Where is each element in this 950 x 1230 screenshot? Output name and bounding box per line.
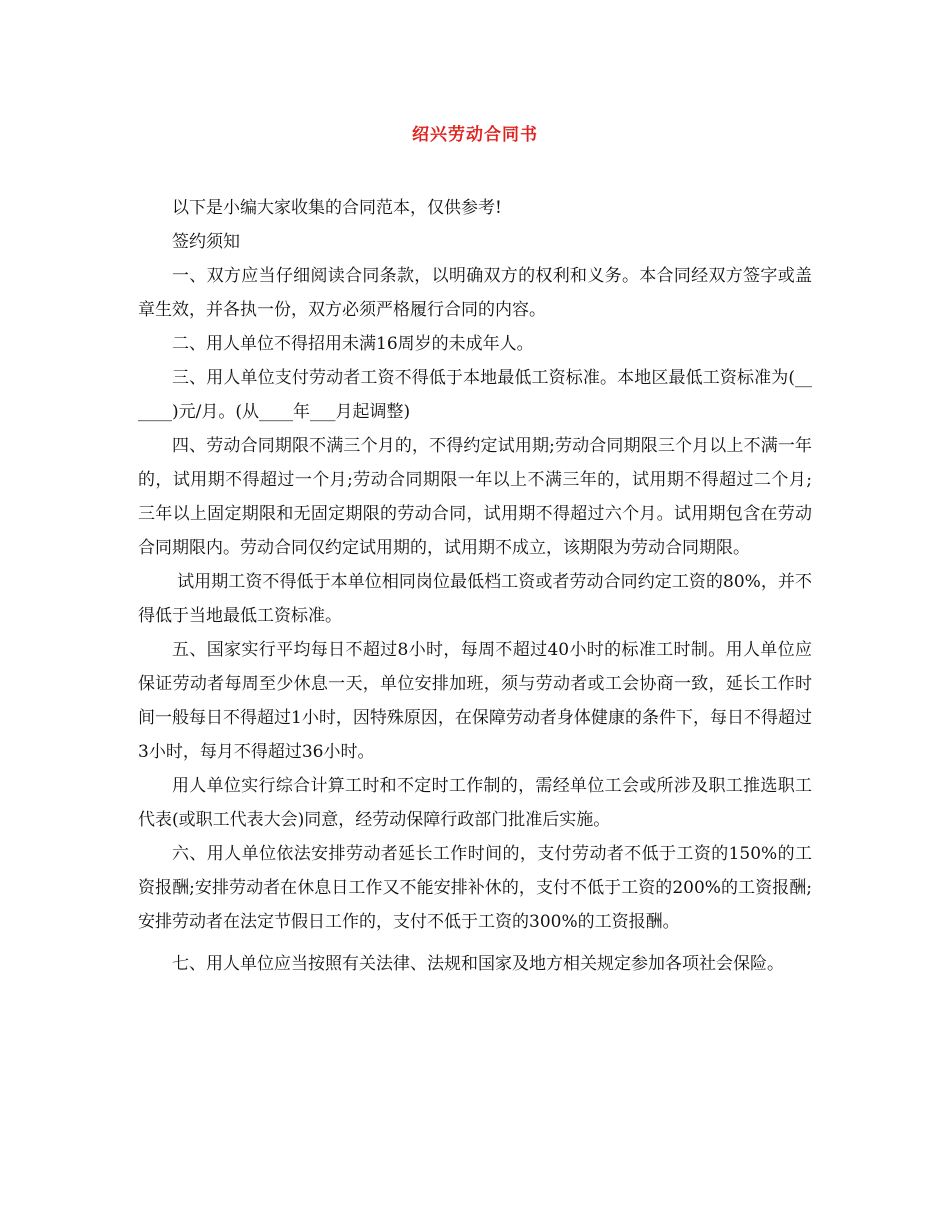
clause-4-probation-wage: 试用期工资不得低于本单位相同岗位最低档工资或者劳动合同约定工资的80%，并不得低于当地最低工资标准。 [138, 572, 812, 626]
clause-5: 五、国家实行平均每日不超过8小时，每周不超过40小时的标准工时制。用人单位应保证劳动者每周至少休息一天，单位安排加班，须与劳动者或工会协商一致，延长工作时间一般每日不得超过1小时，因特殊原因，在保障劳动者身体健康的条件下，每日不得超过3小时，每月不得超过36小时。 [138, 640, 812, 762]
clause-6: 六、用人单位依法安排劳动者延长工作时间的，支付劳动者不低于工资的150%的工资报酬;安排劳动者在休息日工作又不能安排补休的，支付不低于工资的200%的工资报酬;安排劳动者在法定节假日工作的，支付不低于工资的300%的工资报酬。 [138, 844, 812, 932]
document-title: 绍兴劳动合同书 [412, 125, 538, 145]
clause-1: 一、双方应当仔细阅读合同条款，以明确双方的权利和义务。本合同经双方签字或盖章生效，并各执一份，双方必须严格履行合同的内容。 [138, 266, 812, 320]
clause-3: 三、用人单位支付劳动者工资不得低于本地最低工资标准。本地区最低工资标准为(______)元/月。(从____年___月起调整) [138, 368, 812, 422]
signing-notice-heading: 签约须知 [172, 232, 240, 252]
clause-7: 七、用人单位应当按照有关法律、法规和国家及地方相关规定参加各项社会保险。 [172, 954, 784, 974]
clause-5-flexible-hours: 用人单位实行综合计算工时和不定时工作制的，需经单位工会或所涉及职工推选职工代表(或职工代表大会)同意，经劳动保障行政部门批准后实施。 [138, 776, 812, 830]
clause-2: 二、用人单位不得招用未满16周岁的未成年人。 [172, 334, 534, 354]
intro-paragraph: 以下是小编大家收集的合同范本，仅供参考! [172, 198, 502, 218]
document-body [138, 191, 812, 981]
clause-4: 四、劳动合同期限不满三个月的，不得约定试用期;劳动合同期限三个月以上不满一年的，试用期不得超过一个月;劳动合同期限一年以上不满三年的，试用期不得超过二个月;三年以上固定期限和无固定期限的劳动合同，试用期不得超过六个月。试用期包含在劳动合同期限内。劳动合同仅约定试用期的，试用期不成立，该期限为劳动合同期限。 [138, 436, 812, 558]
